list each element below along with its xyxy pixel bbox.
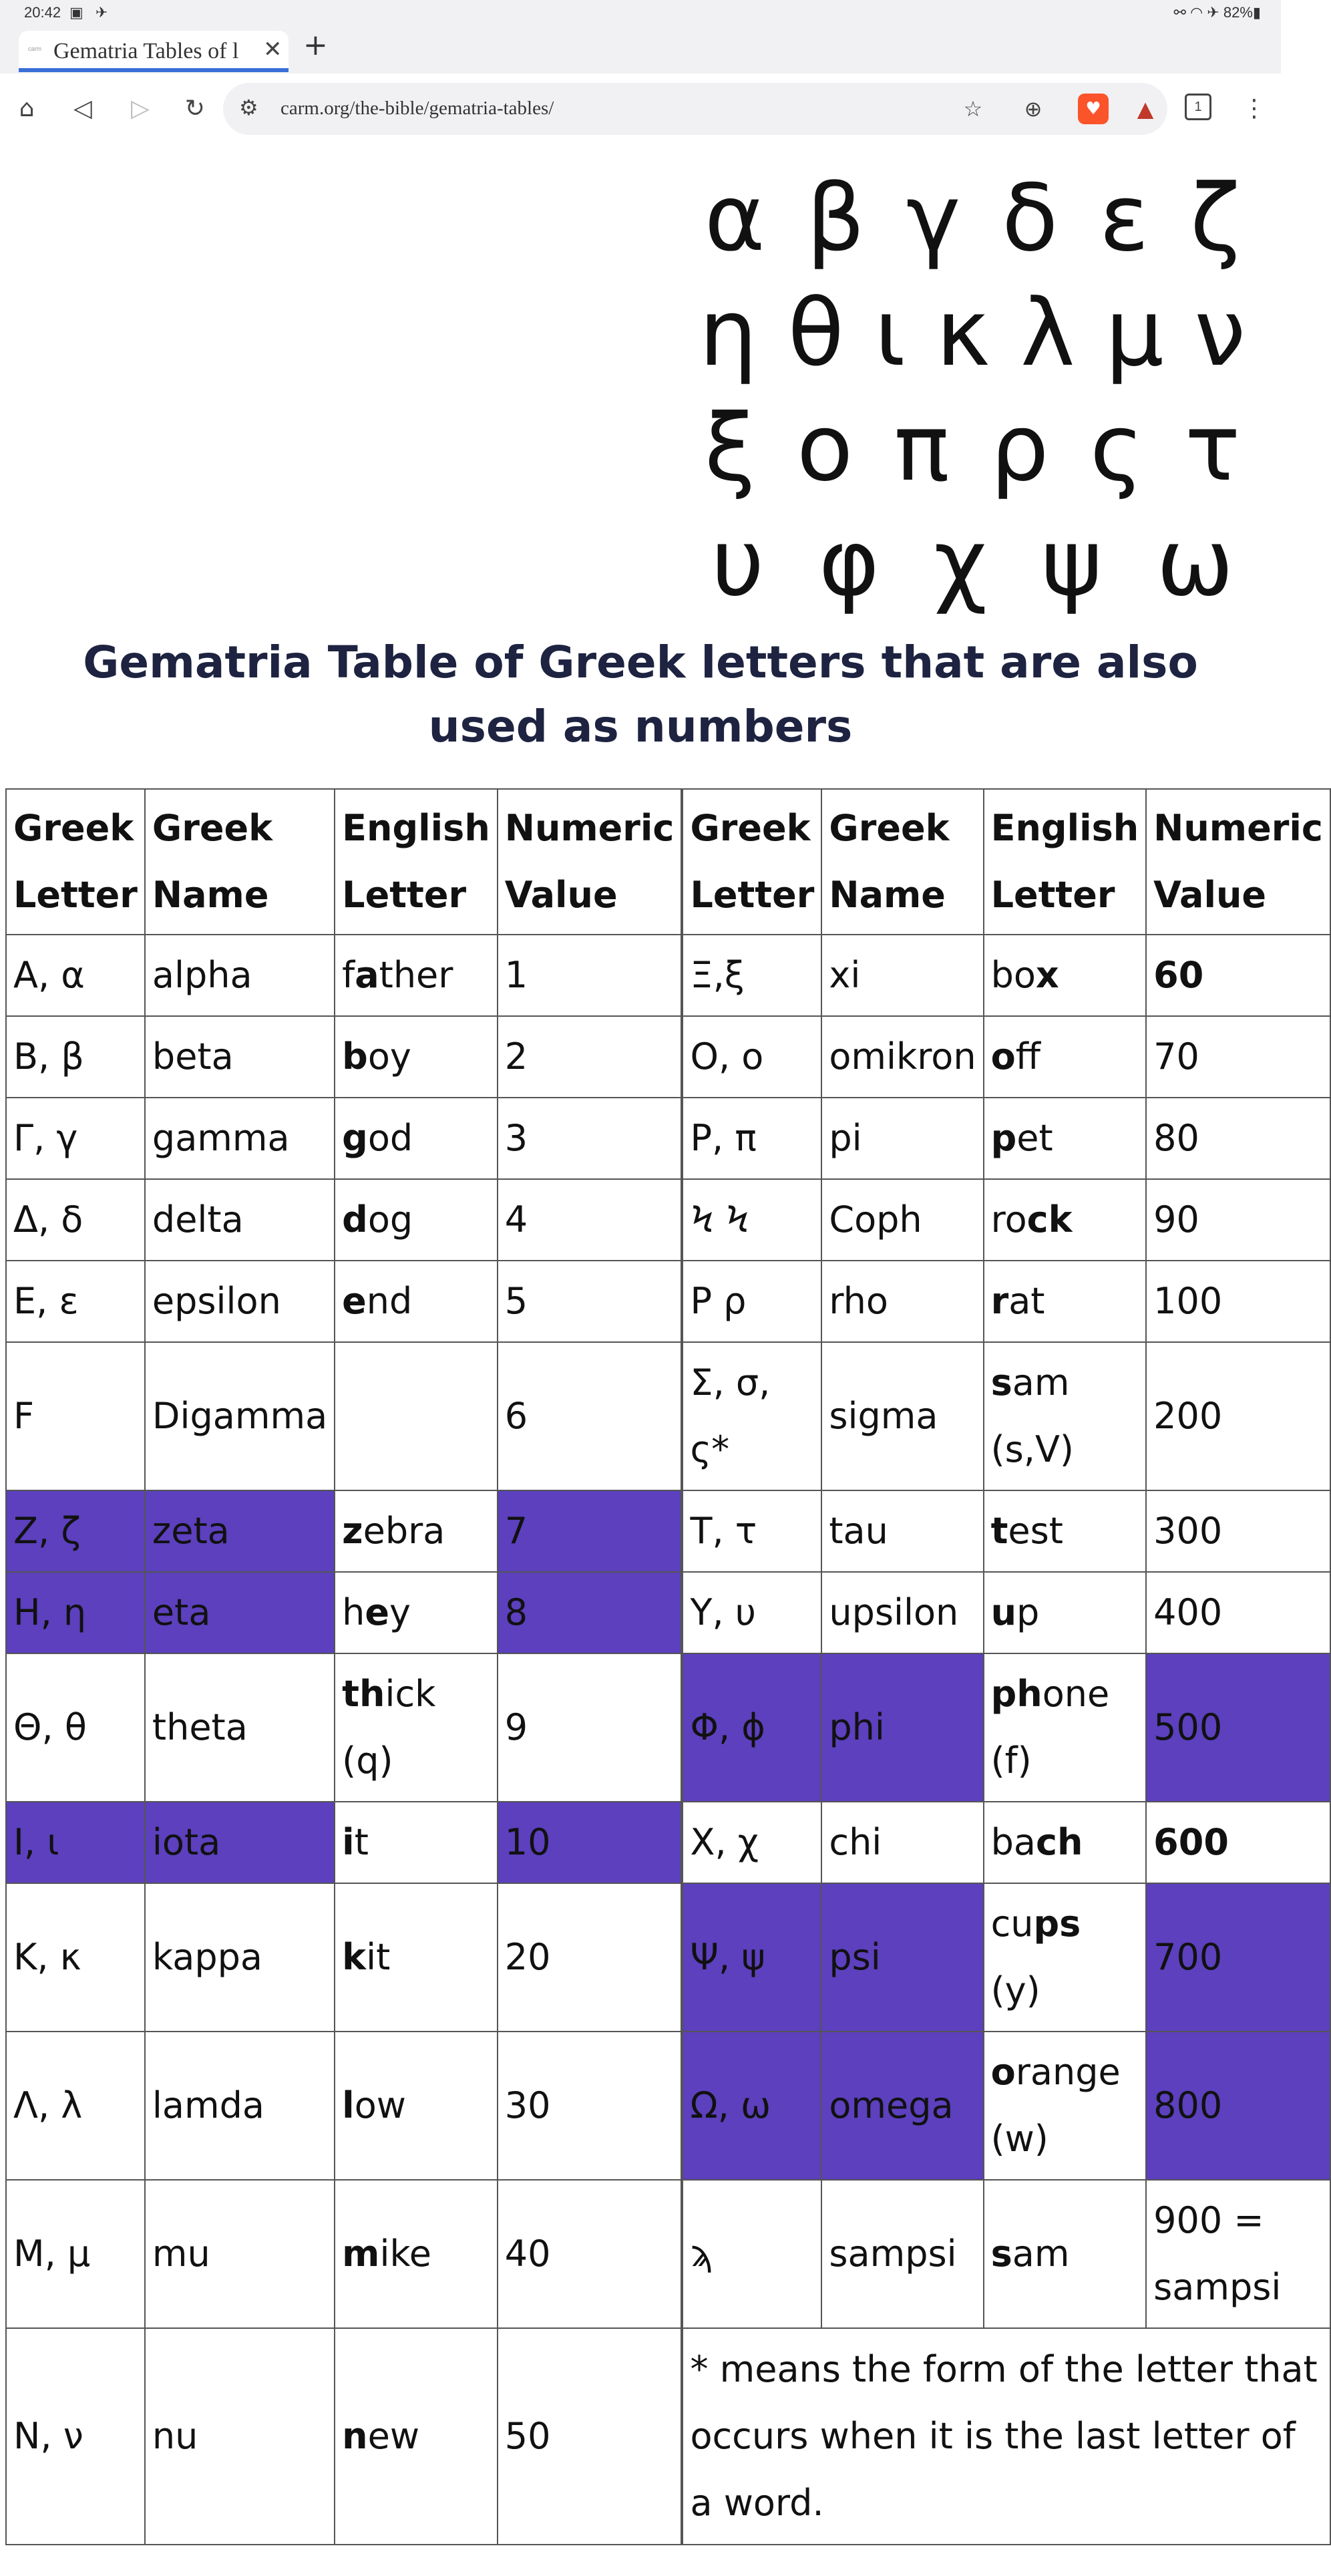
english-letter-text: ow <box>354 2084 406 2126</box>
english-letter-bold: u <box>990 1591 1017 1633</box>
english-letter-text: cu <box>990 1903 1034 1945</box>
greek-image-glyph: α <box>704 164 765 272</box>
greek-image-glyph: χ <box>934 508 987 617</box>
greek-image-row <box>684 160 1261 275</box>
header-numeric-value: Numeric Value <box>498 789 682 935</box>
header-numeric-value-2: Numeric Value <box>1146 789 1330 935</box>
greek-image-glyph: λ <box>1020 279 1075 387</box>
name-cell: kappa <box>145 1883 335 2032</box>
tab-count-button[interactable]: 1 <box>1185 94 1211 120</box>
english-letter-cell <box>984 1572 1147 1653</box>
greek-image-glyph: ο <box>796 393 853 502</box>
name-cell: sampsi <box>821 2180 983 2328</box>
greek-image-glyph: ε <box>1099 164 1149 272</box>
letter-cell: Ϟ Ϟ <box>683 1179 821 1261</box>
greek-image-glyph: β <box>806 164 866 272</box>
value-cell: 600 <box>1146 1802 1330 1883</box>
name-cell: epsilon <box>145 1261 335 1342</box>
value-cell: 9 <box>498 1653 682 1802</box>
url-text[interactable]: carm.org/the-bible/gematria-tables/ <box>280 98 554 119</box>
english-letter-text: ther <box>379 954 453 996</box>
table-row <box>6 2180 1330 2328</box>
greek-image-row <box>684 390 1261 505</box>
english-letter-cell <box>984 1016 1147 1098</box>
english-letter-bold: k <box>342 1936 367 1978</box>
bookmark-icon[interactable]: ☆ <box>963 96 983 122</box>
value-cell: 60 <box>1146 935 1330 1016</box>
value-cell: 7 <box>498 1490 682 1572</box>
english-letter-bold: th <box>342 1673 385 1715</box>
english-letter-text: ebra <box>363 1510 445 1552</box>
greek-image-glyph: γ <box>906 164 961 272</box>
greek-image-glyph: ζ <box>1190 164 1241 272</box>
english-letter-text: et <box>1016 1117 1053 1159</box>
greek-image-row <box>684 505 1261 620</box>
status-time: 20:42 <box>24 4 61 21</box>
english-letter-text: od <box>367 1117 413 1159</box>
footnote-cell: * means the form of the letter that occurs when it is the last letter of a word. <box>683 2328 1330 2545</box>
english-letter-bold: z <box>342 1510 363 1552</box>
header-greek-name-2: Greek Name <box>821 789 983 935</box>
letter-cell: Γ, γ <box>6 1098 145 1179</box>
browser-toolbar <box>0 73 1281 143</box>
value-cell: 400 <box>1146 1572 1330 1653</box>
letter-cell: Σ, σ, ς* <box>683 1342 821 1490</box>
letter-cell: Α, α <box>6 935 145 1016</box>
greek-image-glyph: ς <box>1089 393 1144 502</box>
greek-image-glyph: φ <box>818 508 880 617</box>
table-row <box>6 1490 1330 1572</box>
letter-cell: Ρ, π <box>683 1098 821 1179</box>
english-letter-bold: m <box>342 2233 380 2275</box>
english-letter-bold: o <box>990 1035 1016 1078</box>
name-cell: pi <box>821 1098 983 1179</box>
english-letter-bold: n <box>342 2415 368 2457</box>
letter-cell: Τ, τ <box>683 1490 821 1572</box>
english-letter-text: am (s,V) <box>990 1361 1074 1470</box>
name-cell: gamma <box>145 1098 335 1179</box>
english-letter-bold: ps <box>1033 1903 1081 1945</box>
letter-cell: Ω, ω <box>683 2032 821 2180</box>
english-letter-bold: b <box>342 1035 368 1078</box>
greek-image-glyph: μ <box>1105 279 1164 387</box>
name-cell: phi <box>821 1653 983 1802</box>
table-row <box>6 2328 1330 2545</box>
english-letter-cell <box>335 935 498 1016</box>
value-cell: 8 <box>498 1572 682 1653</box>
english-letter-text: f <box>342 954 355 996</box>
favicon-icon: carm <box>28 45 41 52</box>
name-cell: tau <box>821 1490 983 1572</box>
greek-image-glyph: ν <box>1194 279 1246 387</box>
gematria-table <box>5 788 1331 2545</box>
name-cell: nu <box>145 2328 335 2545</box>
value-cell: 10 <box>498 1802 682 1883</box>
header-greek-name: Greek Name <box>145 789 335 935</box>
letter-cell: Ψ, ψ <box>683 1883 821 2032</box>
name-cell: lamda <box>145 2032 335 2180</box>
menu-icon[interactable]: ⋮ <box>1242 94 1266 122</box>
english-letter-bold: l <box>342 2084 355 2126</box>
english-letter-cell <box>984 1883 1147 2032</box>
english-letter-cell <box>335 1179 498 1261</box>
header-english-letter: English Letter <box>335 789 498 935</box>
tab-title: Gematria Tables of l <box>53 39 239 63</box>
greek-image-row <box>684 275 1261 390</box>
english-letter-bold: d <box>342 1198 368 1241</box>
table-row <box>6 1179 1330 1261</box>
english-letter-text: ick (q) <box>342 1673 436 1782</box>
table-row <box>6 1016 1330 1098</box>
table-row <box>6 935 1330 1016</box>
close-tab-icon[interactable]: ✕ <box>263 36 282 63</box>
letter-cell: Χ, χ <box>683 1802 821 1883</box>
greek-alphabet-image <box>684 160 1261 620</box>
english-letter-cell <box>984 1802 1147 1883</box>
greek-image-glyph: κ <box>936 279 990 387</box>
letter-cell: Δ, δ <box>6 1179 145 1261</box>
table-header-row <box>6 789 1330 935</box>
english-letter-text: y <box>389 1591 411 1633</box>
name-cell: rho <box>821 1261 983 1342</box>
english-letter-text: t <box>354 1821 369 1863</box>
english-letter-bold: x <box>1035 954 1059 996</box>
name-cell: chi <box>821 1802 983 1883</box>
header-greek-letter-2: Greek Letter <box>683 789 821 935</box>
english-letter-bold: g <box>342 1117 368 1159</box>
english-letter-cell <box>335 1653 498 1802</box>
letter-cell: Ε, ε <box>6 1261 145 1342</box>
english-letter-text: (y) <box>990 1969 1040 2011</box>
english-letter-bold: s <box>990 2233 1012 2275</box>
value-cell: 2 <box>498 1016 682 1098</box>
english-letter-cell <box>984 1179 1147 1261</box>
value-cell: 700 <box>1146 1883 1330 2032</box>
brave-shields-icon[interactable]: ♥ <box>1078 94 1109 124</box>
english-letter-cell <box>335 1883 498 2032</box>
english-letter-cell <box>335 1016 498 1098</box>
table-row <box>6 1261 1330 1342</box>
name-cell: upsilon <box>821 1572 983 1653</box>
page-heading: Gematria Table of Greek letters that are also used as numbers <box>83 637 1198 752</box>
letter-cell: Υ, υ <box>683 1572 821 1653</box>
value-cell: 300 <box>1146 1490 1330 1572</box>
value-cell: 1 <box>498 935 682 1016</box>
english-letter-text: range (w) <box>990 2051 1121 2160</box>
header-english-letter-2: English Letter <box>984 789 1147 935</box>
value-cell: 900 = sampsi <box>1146 2180 1330 2328</box>
english-letter-text: nd <box>366 1280 413 1322</box>
letter-cell: Ρ ρ <box>683 1261 821 1342</box>
letter-cell: F <box>6 1342 145 1490</box>
greek-image-glyph: π <box>894 393 950 502</box>
letter-cell: Ξ,ξ <box>683 935 821 1016</box>
english-letter-cell <box>335 2032 498 2180</box>
english-letter-cell <box>984 935 1147 1016</box>
name-cell: alpha <box>145 935 335 1016</box>
english-letter-bold: o <box>990 2051 1016 2093</box>
name-cell: xi <box>821 935 983 1016</box>
letter-cell: Ι, ι <box>6 1802 145 1883</box>
english-letter-text: og <box>367 1198 413 1241</box>
name-cell: delta <box>145 1179 335 1261</box>
english-letter-bold: t <box>990 1510 1008 1552</box>
english-letter-cell <box>335 1572 498 1653</box>
name-cell: Digamma <box>145 1342 335 1490</box>
tab-strip <box>0 27 1281 73</box>
name-cell: mu <box>145 2180 335 2328</box>
value-cell: 40 <box>498 2180 682 2328</box>
letter-cell: Φ, ϕ <box>683 1653 821 1802</box>
name-cell: eta <box>145 1572 335 1653</box>
english-letter-bold: e <box>365 1591 390 1633</box>
value-cell: 200 <box>1146 1342 1330 1490</box>
english-letter-text: est <box>1008 1510 1063 1552</box>
english-letter-bold: r <box>990 1280 1009 1322</box>
english-letter-cell <box>335 1261 498 1342</box>
english-letter-cell <box>335 1802 498 1883</box>
name-cell: iota <box>145 1802 335 1883</box>
forward-icon[interactable]: ▷ <box>131 94 150 122</box>
letter-cell: Λ, λ <box>6 2032 145 2180</box>
home-icon[interactable]: ⌂ <box>19 94 35 122</box>
table-row <box>6 1342 1330 1490</box>
site-settings-icon[interactable]: ⚙ <box>239 95 258 120</box>
name-cell: omikron <box>821 1016 983 1098</box>
letter-cell: Μ, μ <box>6 2180 145 2328</box>
value-cell: 500 <box>1146 1653 1330 1802</box>
value-cell: 50 <box>498 2328 682 2545</box>
english-letter-cell <box>984 1653 1147 1802</box>
greek-image-glyph: ψ <box>1041 508 1103 617</box>
name-cell: zeta <box>145 1490 335 1572</box>
letter-cell: Ζ, ζ <box>6 1490 145 1572</box>
value-cell: 80 <box>1146 1098 1330 1179</box>
notification-icons: ▣ ✈ <box>69 4 112 21</box>
english-letter-text: bo <box>990 954 1036 996</box>
table-row <box>6 1098 1330 1179</box>
english-letter-text: h <box>342 1591 365 1633</box>
value-cell: 6 <box>498 1342 682 1490</box>
active-tab[interactable] <box>19 31 289 72</box>
back-icon[interactable]: ◁ <box>73 94 92 122</box>
english-letter-bold: a <box>355 954 379 996</box>
status-right-icons: ⚯ ◠ ✈ 82%▮ <box>1173 4 1261 21</box>
name-cell: sigma <box>821 1342 983 1490</box>
letter-cell: Κ, κ <box>6 1883 145 2032</box>
english-letter-cell <box>984 1490 1147 1572</box>
brave-rewards-icon[interactable]: ▲ <box>1137 96 1154 122</box>
new-tab-icon[interactable]: + <box>303 28 328 62</box>
english-letter-cell <box>984 1342 1147 1490</box>
letter-cell: Ν, ν <box>6 2328 145 2545</box>
greek-image-glyph: υ <box>711 508 765 617</box>
value-cell: 20 <box>498 1883 682 2032</box>
greek-image-glyph: ρ <box>990 393 1049 502</box>
english-letter-text: ff <box>1015 1035 1040 1078</box>
english-letter-text: p <box>1016 1591 1040 1633</box>
name-cell: psi <box>821 1883 983 2032</box>
name-cell: omega <box>821 2032 983 2180</box>
english-letter-cell <box>335 2328 498 2545</box>
english-letter-text: ew <box>367 2415 420 2457</box>
table-row <box>6 1572 1330 1653</box>
value-cell: 4 <box>498 1179 682 1261</box>
english-letter-bold: p <box>990 1117 1017 1159</box>
letter-cell: Η, η <box>6 1572 145 1653</box>
english-letter-cell <box>335 1490 498 1572</box>
english-letter-text: ro <box>990 1198 1027 1241</box>
english-letter-cell <box>335 1342 498 1490</box>
name-cell: Coph <box>821 1179 983 1261</box>
letter-cell: Ο, ο <box>683 1016 821 1098</box>
name-cell: beta <box>145 1016 335 1098</box>
value-cell: 5 <box>498 1261 682 1342</box>
table-row <box>6 2032 1330 2180</box>
table-row <box>6 1653 1330 1802</box>
greek-image-glyph: τ <box>1185 393 1241 502</box>
address-bar[interactable] <box>223 83 1167 135</box>
english-letter-text: ba <box>990 1821 1036 1863</box>
greek-image-glyph: ξ <box>704 393 756 502</box>
letter-cell: ϡ <box>683 2180 821 2328</box>
greek-image-glyph: δ <box>1002 164 1059 272</box>
value-cell: 800 <box>1146 2032 1330 2180</box>
greek-image-glyph: ω <box>1156 508 1234 617</box>
status-bar <box>0 0 1281 27</box>
english-letter-bold: i <box>342 1821 355 1863</box>
value-cell: 100 <box>1146 1261 1330 1342</box>
value-cell: 30 <box>498 2032 682 2180</box>
table-row <box>6 1883 1330 2032</box>
english-letter-bold: s <box>990 1361 1012 1404</box>
english-letter-bold: ch <box>1035 1821 1083 1863</box>
table-row <box>6 1802 1330 1883</box>
english-letter-cell <box>335 2180 498 2328</box>
letter-cell: Β, β <box>6 1016 145 1098</box>
greek-image-glyph: η <box>699 279 758 387</box>
english-letter-text: at <box>1008 1280 1045 1322</box>
reload-icon[interactable]: ↻ <box>184 94 206 122</box>
value-cell: 90 <box>1146 1179 1330 1261</box>
letter-cell: Θ, θ <box>6 1653 145 1802</box>
english-letter-bold: ck <box>1026 1198 1073 1241</box>
value-cell: 3 <box>498 1098 682 1179</box>
english-letter-text: oy <box>367 1035 411 1078</box>
english-letter-text: ike <box>379 2233 432 2275</box>
english-letter-cell <box>335 1098 498 1179</box>
header-greek-letter: Greek Letter <box>6 789 145 935</box>
english-letter-text: it <box>366 1936 391 1978</box>
english-letter-text: am <box>1012 2233 1070 2275</box>
greek-image-glyph: θ <box>787 279 844 387</box>
english-letter-text: one (f) <box>990 1673 1110 1782</box>
download-icon[interactable]: ⊕ <box>1024 96 1042 122</box>
value-cell: 70 <box>1146 1016 1330 1098</box>
name-cell: theta <box>145 1653 335 1802</box>
greek-image-glyph: ι <box>874 279 906 387</box>
english-letter-cell <box>984 1098 1147 1179</box>
english-letter-cell <box>984 1261 1147 1342</box>
english-letter-cell <box>984 2032 1147 2180</box>
english-letter-bold: e <box>342 1280 367 1322</box>
english-letter-cell <box>984 2180 1147 2328</box>
english-letter-bold: ph <box>990 1673 1042 1715</box>
